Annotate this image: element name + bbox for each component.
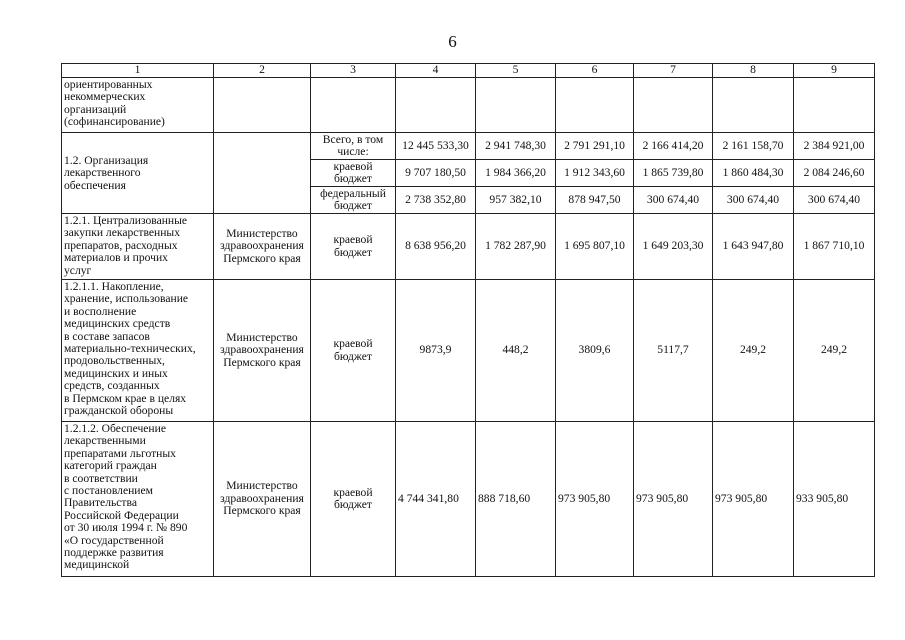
column-header: 3	[311, 64, 396, 78]
value-cell: 1 695 807,10	[556, 214, 634, 280]
activity-name-cell: 1.2. Организация лекарственного обеспечения	[62, 133, 214, 214]
column-header: 2	[214, 64, 311, 78]
value-cell: 973 905,80	[634, 422, 713, 577]
value-cell: 1 649 203,30	[634, 214, 713, 280]
value-cell: 1 912 343,60	[556, 160, 634, 187]
value-cell: 4 744 341,80	[396, 422, 476, 577]
activity-name-cell: 1.2.1.2. Обеспечение лекарственными препаратами льготных категорий граждан в соответствии с постановлением Правительства Российской Федерации от 30 июля 1994 г. № 890 «О государственной поддержке развития медицинской	[62, 422, 214, 577]
page-number: 6	[448, 32, 457, 51]
funding-source-cell: краевой бюджет	[311, 280, 396, 422]
value-cell: 933 905,80	[794, 422, 875, 577]
funding-source-cell	[311, 78, 396, 133]
value-cell: 300 674,40	[634, 187, 713, 214]
column-header: 8	[713, 64, 794, 78]
table-row	[62, 422, 875, 577]
executor-cell	[214, 78, 311, 133]
value-cell: 3809,6	[556, 280, 634, 422]
value-cell	[556, 78, 634, 133]
funding-source-cell: краевой бюджет	[311, 214, 396, 280]
activity-name-cell: ориентированных некоммерческих организаций (софинансирование)	[62, 78, 214, 133]
column-header: 9	[794, 64, 875, 78]
value-cell	[713, 78, 794, 133]
value-cell: 957 382,10	[476, 187, 556, 214]
funding-source-cell: федеральный бюджет	[311, 187, 396, 214]
value-cell	[396, 78, 476, 133]
value-cell: 5117,7	[634, 280, 713, 422]
value-cell: 1 782 287,90	[476, 214, 556, 280]
value-cell: 300 674,40	[713, 187, 794, 214]
funding-source-cell: Всего, в том числе:	[311, 133, 396, 160]
table-row	[62, 78, 875, 133]
value-cell: 1 860 484,30	[713, 160, 794, 187]
value-cell: 2 384 921,00	[794, 133, 875, 160]
column-header: 6	[556, 64, 634, 78]
value-cell: 8 638 956,20	[396, 214, 476, 280]
column-header: 5	[476, 64, 556, 78]
value-cell: 2 084 246,60	[794, 160, 875, 187]
column-header: 1	[62, 64, 214, 78]
value-cell: 9873,9	[396, 280, 476, 422]
executor-cell	[214, 133, 311, 214]
column-header: 7	[634, 64, 713, 78]
value-cell: 448,2	[476, 280, 556, 422]
value-cell: 249,2	[713, 280, 794, 422]
executor-cell: Министерство здравоохранения Пермского края	[214, 214, 311, 280]
budget-table	[61, 63, 875, 577]
value-cell: 2 166 414,20	[634, 133, 713, 160]
funding-source-cell: краевой бюджет	[311, 160, 396, 187]
value-cell: 249,2	[794, 280, 875, 422]
value-cell: 2 941 748,30	[476, 133, 556, 160]
value-cell: 300 674,40	[794, 187, 875, 214]
value-cell: 973 905,80	[713, 422, 794, 577]
value-cell: 973 905,80	[556, 422, 634, 577]
value-cell: 1 865 739,80	[634, 160, 713, 187]
table-row	[62, 280, 875, 422]
activity-name-cell: 1.2.1. Централизованные закупки лекарственных препаратов, расходных материалов и прочих услуг	[62, 214, 214, 280]
value-cell: 9 707 180,50	[396, 160, 476, 187]
column-header: 4	[396, 64, 476, 78]
funding-source-cell: краевой бюджет	[311, 422, 396, 577]
value-cell: 12 445 533,30	[396, 133, 476, 160]
value-cell: 888 718,60	[476, 422, 556, 577]
table-header-row	[62, 64, 875, 78]
table-row	[62, 214, 875, 280]
activity-name-cell: 1.2.1.1. Накопление, хранение, использование и восполнение медицинских средств в составе запасов материально-технических, продовольственных, медицинских и иных средств, созданных в Пермском крае в целях гражданской обороны	[62, 280, 214, 422]
value-cell	[794, 78, 875, 133]
table-row	[62, 133, 875, 160]
value-cell: 1 867 710,10	[794, 214, 875, 280]
value-cell: 1 643 947,80	[713, 214, 794, 280]
value-cell: 2 738 352,80	[396, 187, 476, 214]
executor-cell: Министерство здравоохранения Пермского края	[214, 422, 311, 577]
executor-cell: Министерство здравоохранения Пермского края	[214, 280, 311, 422]
value-cell	[476, 78, 556, 133]
value-cell: 2 791 291,10	[556, 133, 634, 160]
value-cell: 2 161 158,70	[713, 133, 794, 160]
value-cell	[634, 78, 713, 133]
value-cell: 878 947,50	[556, 187, 634, 214]
value-cell: 1 984 366,20	[476, 160, 556, 187]
